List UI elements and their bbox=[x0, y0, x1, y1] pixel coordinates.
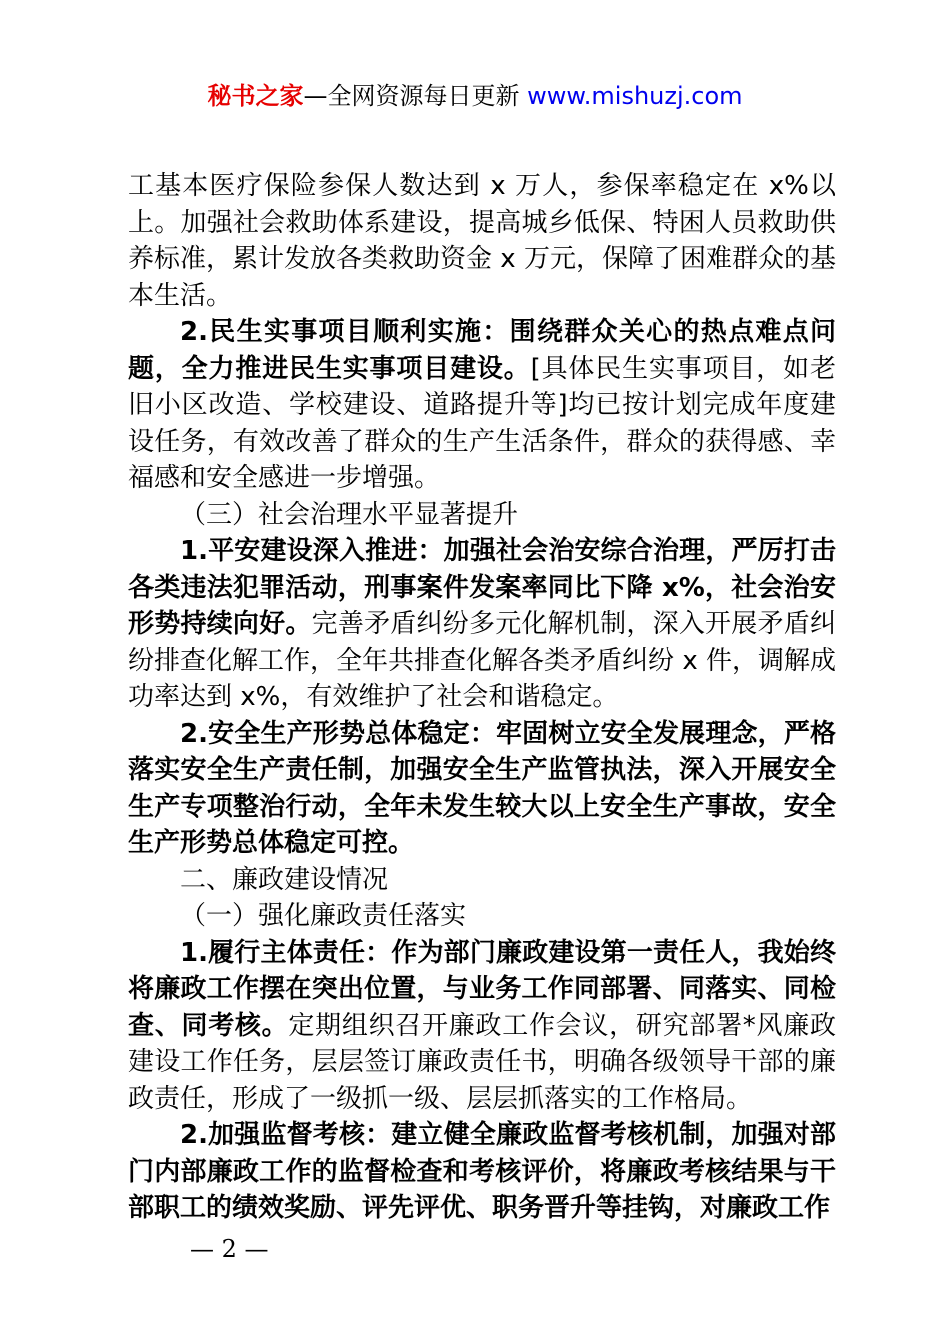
paragraph-5-bold: 2.安全生产形势总体稳定：牢固树立安全发展理念，严格落实安全生产责任制，加强安全生产监管执法，深入开展安全生产专项整治行动，全年未发生较大以上安全生产事故，安全生产形势总体稳定可控。 bbox=[128, 718, 836, 858]
section-heading-1 bbox=[128, 898, 836, 935]
site-url-link[interactable]: www.mishuzj.com bbox=[527, 82, 743, 110]
paragraph-9-bold: 2.加强监督考核：建立健全廉政监督考核机制，加强对部门内部廉政工作的监督检查和考核评价，将廉政考核结果与干部职工的绩效奖励、评先评优、职务晋升等挂钩，对廉政工作 bbox=[128, 1120, 836, 1223]
site-tagline: —全网资源每日更新 bbox=[303, 82, 520, 110]
paragraph-3-text: （三）社会治理水平显著提升 bbox=[180, 499, 519, 530]
paragraph-4 bbox=[128, 533, 836, 716]
paragraph-8 bbox=[128, 935, 836, 1118]
paragraph-2-bold: 2.民生实事项目顺利实施：围绕群众关心的热点难点问题，全力推进民生实事项目建设。 bbox=[128, 317, 836, 384]
paragraph-1 bbox=[128, 168, 836, 314]
document-body bbox=[128, 168, 836, 1227]
paragraph-5 bbox=[128, 716, 836, 862]
paragraph-8-bold: 1.履行主体责任：作为部门廉政建设第一责任人，我始终将廉政工作摆在突出位置，与业务工作同部署、同落实、同检查、同考核。 bbox=[128, 937, 836, 1041]
site-header bbox=[0, 80, 950, 112]
paragraph-4-bold: 1.平安建设深入推进：加强社会治安综合治理，严厉打击各类违法犯罪活动，刑事案件发案率同比下降 x%，社会治安形势持续向好。 bbox=[128, 536, 836, 639]
site-brand: 秘书之家 bbox=[207, 82, 304, 110]
paragraph-6-text: 二、廉政建设情况 bbox=[180, 864, 389, 895]
paragraph-1-text: 工基本医疗保险参保人数达到 x 万人，参保率稳定在 x%以上。加强社会救助体系建设，提高城乡低保、特困人员救助供养标准，累计发放各类救助资金 x 万元，保障了困难群众的基本生活。 bbox=[128, 171, 836, 311]
paragraph-2 bbox=[128, 314, 836, 497]
paragraph-7-text: （一）强化廉政责任落实 bbox=[180, 901, 467, 931]
paragraph-8-text: 定期组织召开廉政工作会议，研究部署*风廉政建设工作任务，层层签订廉政责任书，明确各级领导干部的廉政责任，形成了一级抓一级、层层抓落实的工作格局。 bbox=[128, 1010, 836, 1114]
page-number: — 2 — bbox=[190, 1235, 269, 1263]
paragraph-4-text: 完善矛盾纠纷多元化解机制，深入开展矛盾纠纷排查化解工作，全年共排查化解各类矛盾纠纷 x 件，调解成功率达到 x%，有效维护了社会和谐稳定。 bbox=[128, 609, 836, 712]
paragraph-9 bbox=[128, 1117, 836, 1227]
paragraph-2-text: [具体民生实事项目，如老旧小区改造、学校建设、道路提升等]均已按计划完成年度建设任务，有效改善了群众的生产生活条件，群众的获得感、幸福感和安全感进一步增强。 bbox=[128, 353, 836, 493]
section-heading-2 bbox=[128, 862, 836, 899]
section-heading-3 bbox=[128, 497, 836, 534]
